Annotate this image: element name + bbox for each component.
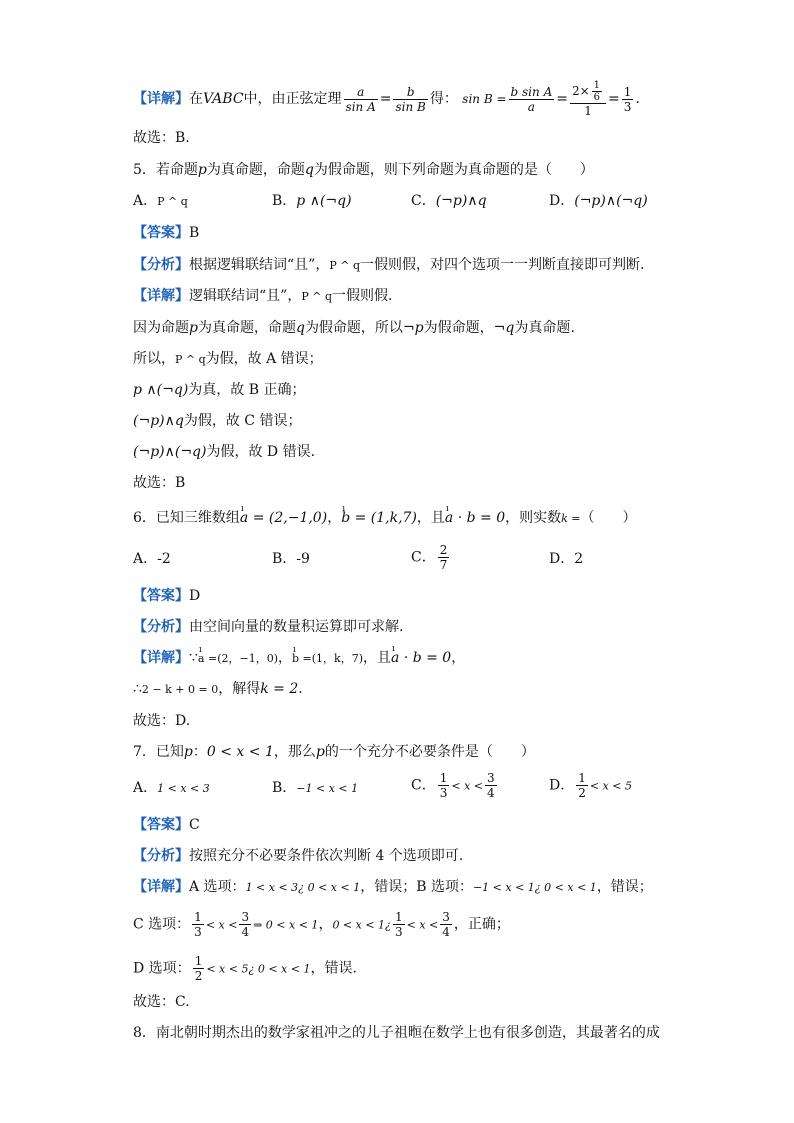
q7-option-a: A．1 < x < 3: [133, 780, 210, 796]
triangle-label: VABC: [203, 91, 244, 107]
q7-detail-c: C 选项： $\frac{1}{3}$ < x < $\frac{3}{4}$ ⇒ 0 < x < 1，0 < x < 1¿ $\frac{1}{3}$ < x < $\frac{3}{4}$ ，正确；: [133, 910, 510, 939]
fraction: $\frac{b}{\text{sin B}}$: [395, 84, 426, 114]
fraction: $\frac{1}{3}$: [623, 84, 632, 114]
q6-conclusion: 故选：D.: [133, 713, 191, 729]
q5-option-d: D．(¬p)∧(¬q): [549, 193, 648, 209]
q4-conclusion: 故选：B.: [133, 130, 190, 146]
q6-analysis: 【分析】由空间向量的数量积运算即可求解.: [133, 619, 404, 635]
fraction: $\frac{\text{b sin A}}{a}$: [510, 84, 553, 114]
q6-option-d: D．2: [549, 551, 584, 567]
q5-option-c: C．(¬p)∧q: [411, 193, 487, 209]
q5-option-b: B．p ∧(¬q): [272, 193, 352, 209]
q7-option-b: B．−1 < x < 1: [272, 780, 359, 796]
q6-detail: 【详解】∵ı a =(2，−1，0)，ı b =(1，k，7)，且ı a · b = 0，: [133, 648, 465, 669]
q8-stem: 8．南北朝时期杰出的数学家祖冲之的儿子祖暅在数学上也有很多创造，其最著名的成: [133, 1025, 660, 1041]
q5-conclusion: 故选：B: [133, 475, 186, 491]
q6-answer: 【答案】D: [133, 588, 201, 604]
q7-option-d: D． $\frac{1}{2}$ < x < 5: [549, 771, 633, 800]
q7-detail-d: D 选项： $\frac{1}{2}$ < x < 5¿ 0 < x < 1，错误.: [133, 954, 357, 983]
text: 得：: [429, 91, 458, 107]
math: sin B =: [462, 92, 507, 106]
q6-stem: 6．已知三维数组ı a = (2,−1,0)，ı b = (1,k,7)，且ı a · b = 0，则实数k =（ ）: [133, 508, 637, 529]
q6-option-b: B．-9: [272, 551, 310, 567]
q6-option-c: C． $\frac{2}{7}$: [411, 543, 448, 572]
detail-tag: 【详解】: [133, 91, 189, 107]
q7-stem: 7．已知p：0 < x < 1，那么p的一个充分不必要条件是（ ）: [133, 744, 535, 760]
fraction: $\frac{a}{\text{sin A}}$: [345, 84, 376, 114]
q5-detail: 【详解】逻辑联结词“且”，P ^ q一假则假.: [133, 288, 393, 304]
q5-detail-line3: p ∧(¬q)为真，故 B 正确；: [133, 382, 306, 398]
q5-detail-line4: (¬p)∧q为假，故 C 错误；: [133, 413, 302, 429]
compound-fraction: 2× $\frac{1}{6}$ 1: [570, 80, 606, 118]
q7-detail: 【详解】A 选项：1 < x < 3¿ 0 < x < 1，错误；B 选项：−1 < x < 1¿ 0 < x < 1，错误；: [133, 879, 653, 895]
q5-detail-line1: 因为命题p为真命题，命题q为假命题，所以¬p为假命题，¬q为真命题.: [133, 320, 575, 336]
q5-analysis: 【分析】根据逻辑联结词“且”，P ^ q一假则假，对四个选项一一判断直接即可判断.: [133, 257, 645, 273]
q6-detail-line2: ∴2 − k + 0 = 0，解得k = 2.: [133, 681, 303, 697]
q5-answer: 【答案】B: [133, 225, 200, 241]
q7-answer: 【答案】C: [133, 817, 200, 833]
q5-stem: 5．若命题p为真命题，命题q为假命题，则下列命题为真命题的是（ ）: [133, 162, 594, 178]
q6-option-a: A．-2: [133, 551, 171, 567]
q7-option-c: C． $\frac{1}{3}$ < x < $\frac{3}{4}$: [411, 771, 495, 800]
q7-analysis: 【分析】按照充分不必要条件依次判断 4 个选项即可.: [133, 848, 464, 864]
q4-detail-line: 【详解】在VABC中，由正弦定理 $\frac{a}{\text{sin A}}$ = $\frac{b}{\text{sin B}}$ 得： sin B = $\frac{\text{b sin A}}{a}$ = 2× $\frac{1}{6}$ 1 = $\frac{1}{3}$ .: [133, 80, 640, 118]
q5-option-a: A．P ^ q: [133, 193, 188, 209]
text: 中，由正弦定理: [243, 91, 342, 107]
text: 在: [189, 91, 203, 107]
q7-conclusion: 故选：C.: [133, 994, 190, 1010]
q5-detail-line2: 所以，P ^ q为假，故 A 错误；: [133, 351, 323, 367]
q5-detail-line5: (¬p)∧(¬q)为假，故 D 错误.: [133, 444, 316, 460]
